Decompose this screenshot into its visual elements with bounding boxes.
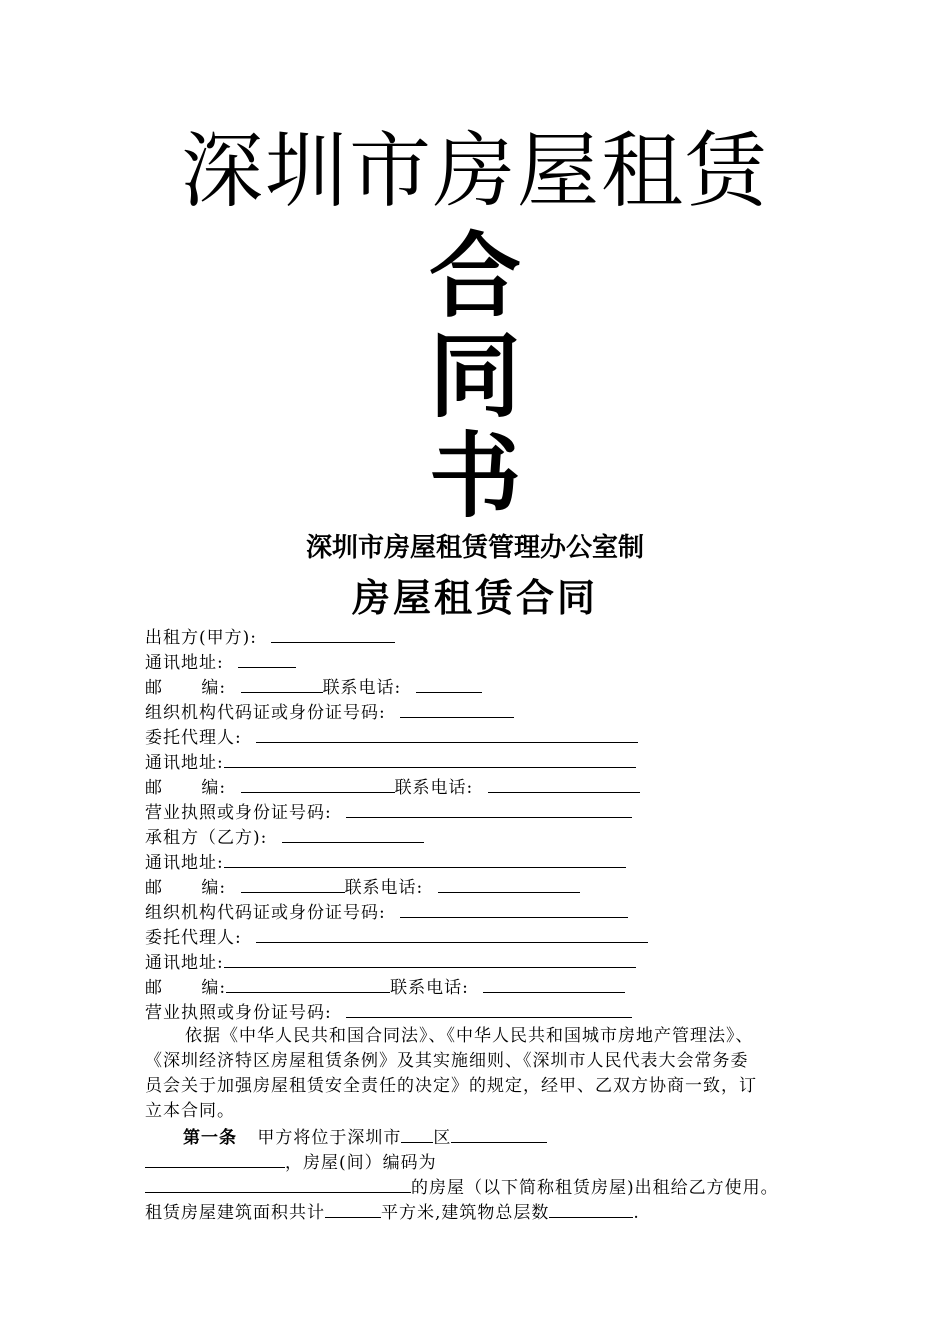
party-b-postcode-line: [145, 874, 580, 900]
article-1-heading: 第一条: [183, 1128, 237, 1148]
preamble-line-2: 《深圳经济特区房屋租赁条例》及其实施细则、《深圳市人民代表大会常务委: [145, 1051, 749, 1071]
house-code-field[interactable]: [145, 1174, 411, 1193]
party-a-license-line: [145, 799, 632, 825]
party-a-license-label: 营业执照或身份证号码:: [145, 803, 332, 823]
cover-char-shu: 书: [428, 422, 521, 530]
party-b-postcode-label: 邮 编:: [145, 878, 227, 898]
party-b-agent-address-label: 通讯地址:: [145, 953, 224, 973]
party-a-agent-phone-label: 联系电话:: [394, 778, 474, 798]
cover-char-he: 合: [428, 222, 521, 330]
party-b-id-label: 组织机构代码证或身份证号码:: [145, 903, 386, 923]
party-b-id-field[interactable]: [400, 899, 628, 918]
party-b-postcode-field[interactable]: [241, 874, 345, 893]
party-b-address-field[interactable]: [224, 849, 626, 868]
party-a-agent-address-label: 通讯地址:: [145, 753, 224, 773]
party-b-agent-postcode-line: [145, 974, 625, 1000]
party-a-address-label: 通讯地址:: [145, 653, 224, 673]
district-field[interactable]: [401, 1124, 433, 1143]
party-b-agent-phone-label: 联系电话:: [390, 978, 469, 998]
article-1-line-4: [145, 1199, 640, 1225]
party-b-agent-address-field[interactable]: [224, 949, 636, 968]
party-b-phone-label: 联系电话:: [344, 878, 424, 898]
party-b-agent-label: 委托代理人:: [145, 928, 242, 948]
preamble-line-4: 立本合同。: [145, 1101, 235, 1121]
party-a-agent-phone-field[interactable]: [488, 774, 640, 793]
floors-field[interactable]: [549, 1199, 633, 1218]
party-b-phone-field[interactable]: [438, 874, 580, 893]
party-b-address-line: [145, 849, 626, 875]
party-a-license-field[interactable]: [346, 799, 632, 818]
cover-title: 深圳市房屋租赁: [180, 124, 769, 219]
party-b-agent-line: [145, 924, 648, 950]
article-1-line-2: [145, 1149, 437, 1175]
contract-title: 房屋租赁合同: [351, 575, 598, 620]
party-b-label: 承租方（乙方):: [145, 828, 268, 848]
party-b-id-line: [145, 899, 628, 925]
article-1-text-1: 甲方将位于深圳市: [257, 1128, 402, 1148]
party-a-address-field[interactable]: [238, 649, 296, 668]
street-field[interactable]: [451, 1124, 547, 1143]
party-a-agent-address-field[interactable]: [224, 749, 636, 768]
party-a-label: 出租方(甲方):: [145, 628, 257, 648]
party-a-agent-postcode-label: 邮 编:: [145, 778, 227, 798]
party-a-postcode-field[interactable]: [241, 674, 323, 693]
location-field[interactable]: [145, 1149, 285, 1168]
party-a-agent-postcode-field[interactable]: [241, 774, 395, 793]
party-a-phone-label: 联系电话:: [322, 678, 402, 698]
party-a-agent-label: 委托代理人:: [145, 728, 242, 748]
area-field[interactable]: [325, 1199, 381, 1218]
article-1-text-7: .: [633, 1203, 640, 1223]
party-a-field[interactable]: [271, 624, 395, 643]
party-b-license-line: [145, 999, 632, 1025]
article-1-text-6: 平方米,建筑物总层数: [381, 1203, 550, 1223]
party-a-agent-line: [145, 724, 638, 750]
party-b-field[interactable]: [282, 824, 424, 843]
party-a-line: [145, 624, 395, 650]
article-1-text-2: 区: [433, 1128, 452, 1148]
party-b-agent-phone-field[interactable]: [483, 974, 625, 993]
article-1-line-3: [145, 1174, 779, 1200]
article-1-text-5: 租赁房屋建筑面积共计: [145, 1203, 325, 1223]
party-a-id-field[interactable]: [400, 699, 514, 718]
party-a-agent-field[interactable]: [256, 724, 638, 743]
party-a-agent-address-line: [145, 749, 636, 775]
article-1-line-1: [183, 1124, 547, 1150]
cover-char-tong: 同: [428, 322, 521, 430]
party-b-license-label: 营业执照或身份证号码:: [145, 1003, 332, 1023]
party-a-agent-postcode-line: [145, 774, 640, 800]
party-b-line: [145, 824, 424, 850]
issuer: 深圳市房屋租赁管理办公室制: [305, 533, 644, 563]
party-b-agent-postcode-field[interactable]: [226, 974, 390, 993]
party-a-id-label: 组织机构代码证或身份证号码:: [145, 703, 386, 723]
party-b-address-label: 通讯地址:: [145, 853, 224, 873]
party-a-id-line: [145, 699, 514, 725]
article-1-text-3: ，房屋(间）编码为: [285, 1153, 437, 1173]
party-b-agent-postcode-label: 邮 编:: [145, 978, 227, 998]
party-b-agent-field[interactable]: [256, 924, 648, 943]
party-a-postcode-line: [145, 674, 482, 700]
article-1-text-4: 的房屋（以下简称租赁房屋)出租给乙方使用。: [411, 1178, 779, 1198]
party-a-postcode-label: 邮 编:: [145, 678, 227, 698]
party-b-agent-address-line: [145, 949, 636, 975]
party-a-address-line: [145, 649, 296, 675]
preamble-line-3: 员会关于加强房屋租赁安全责任的决定》的规定，经甲、乙双方协商一致，订: [145, 1076, 757, 1096]
party-a-phone-field[interactable]: [416, 674, 482, 693]
party-b-license-field[interactable]: [346, 999, 632, 1018]
preamble-line-1: 依据《中华人民共和国合同法》、《中华人民共和国城市房地产管理法》、: [185, 1026, 754, 1046]
